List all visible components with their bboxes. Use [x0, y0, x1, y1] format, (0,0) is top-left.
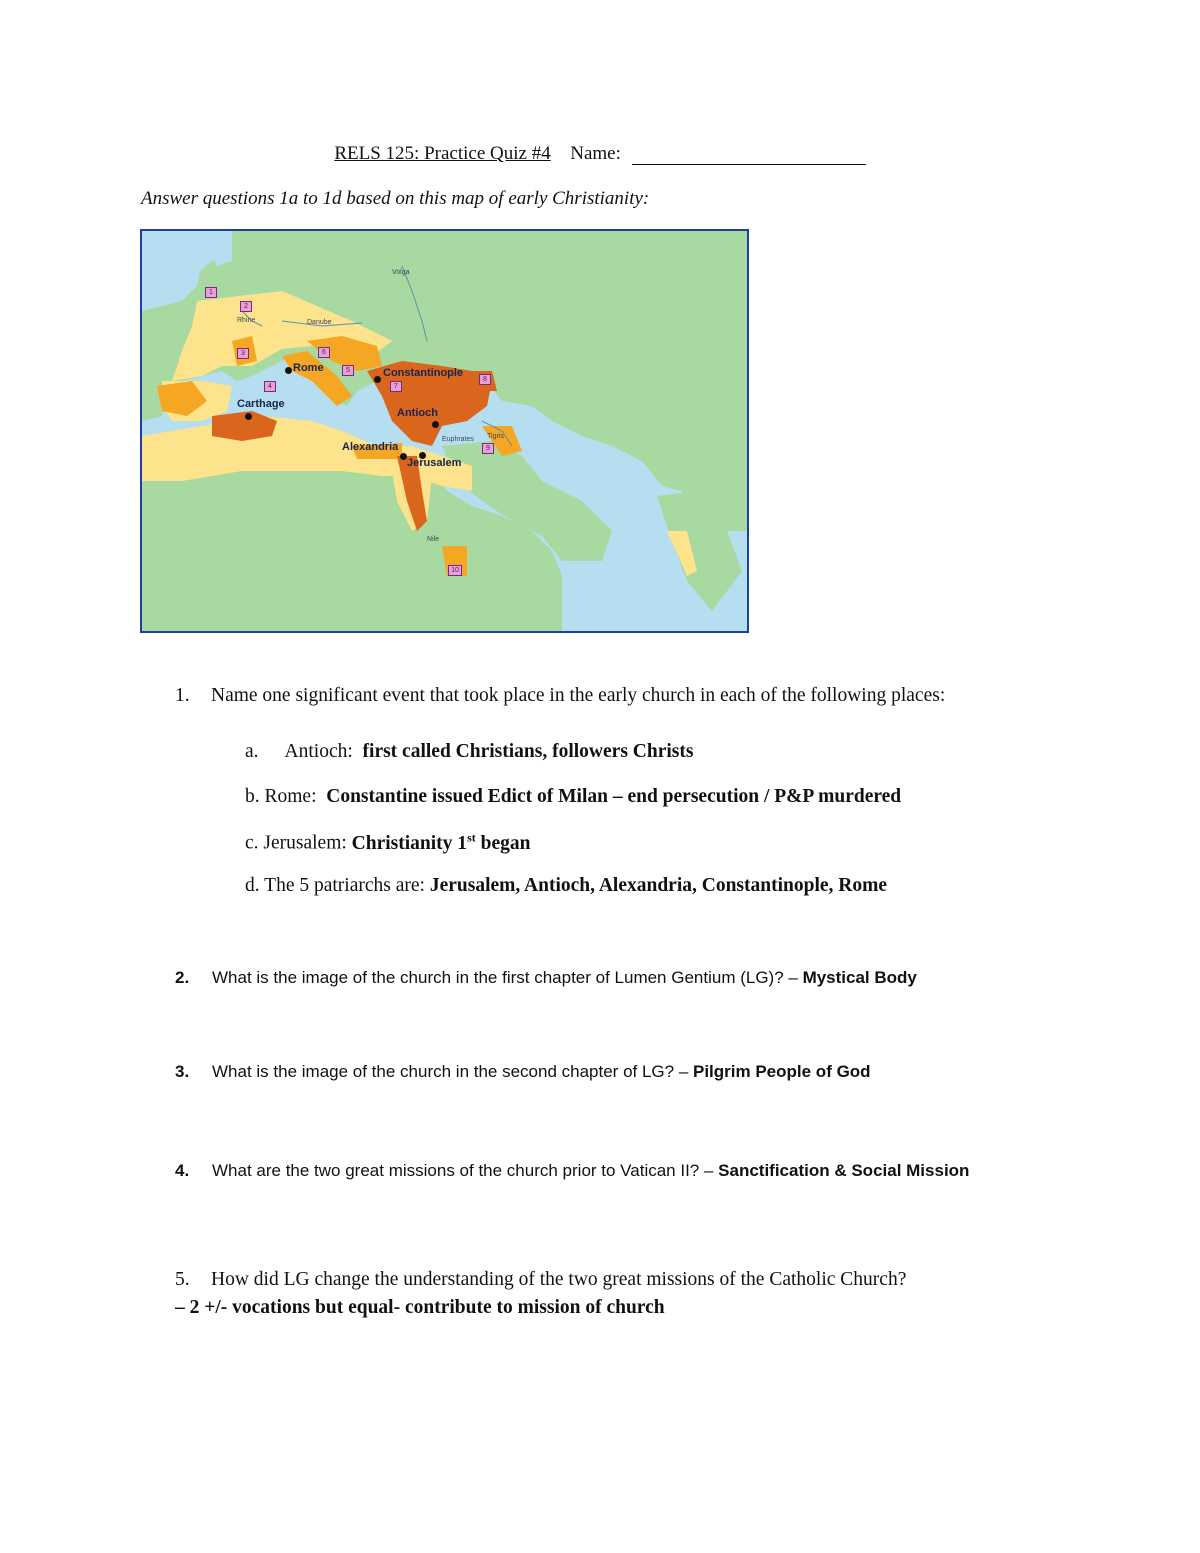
map-label-carthage: Carthage — [237, 398, 285, 410]
map-label-antioch: Antioch — [397, 407, 438, 419]
question-3 — [175, 1056, 1025, 1087]
question-5 — [175, 1266, 1075, 1322]
map-label-jerusalem: Jerusalem — [407, 457, 462, 469]
alexandria-dot — [400, 453, 407, 460]
question-4-number: 4. — [175, 1161, 190, 1180]
region-badge-6: 6 — [318, 347, 330, 358]
antioch-dot — [432, 421, 439, 428]
question-1b-label: b. — [245, 786, 260, 807]
question-1c-answer-post: began — [475, 832, 531, 854]
region-badge-4: 4 — [264, 381, 276, 392]
question-1d — [245, 875, 887, 897]
question-4-text: What are the two great missions of the church prior to Vatican II? – — [212, 1161, 719, 1180]
question-5-answer: – 2 +/- vocations but equal- contribute to mission of church — [175, 1297, 665, 1318]
region-badge-7: 7 — [390, 381, 402, 392]
question-3-answer: Pilgrim People of God — [693, 1062, 871, 1081]
question-1b-place: Rome: — [264, 786, 317, 807]
question-1d-answer: Jerusalem, Antioch, Alexandria, Constantinople, Rome — [429, 875, 888, 896]
map-label-volga: Volga — [392, 269, 410, 276]
name-label: Name: — [570, 143, 621, 164]
instructions: Answer questions 1a to 1d based on this map of early Christianity: — [141, 188, 650, 209]
question-3-text: What is the image of the church in the second chapter of LG? – — [212, 1062, 693, 1081]
question-3-number: 3. — [175, 1062, 190, 1081]
question-1c-answer-pre: Christianity 1 — [351, 832, 468, 854]
region-badge-2: 2 — [240, 301, 252, 312]
question-1c-answer-sup: st — [467, 830, 476, 844]
question-1a — [245, 741, 693, 763]
question-2 — [175, 962, 1025, 993]
question-2-answer: Mystical Body — [802, 968, 917, 987]
question-2-number: 2. — [175, 968, 190, 987]
question-5-number: 5. — [175, 1269, 190, 1290]
question-1 — [175, 682, 1055, 710]
region-badge-5: 5 — [342, 365, 354, 376]
name-blank-line[interactable] — [632, 146, 866, 165]
question-1d-label: d. — [245, 875, 260, 896]
map-label-tigris: Tigris — [487, 433, 504, 440]
question-2-text: What is the image of the church in the first chapter of Lumen Gentium (LG)? – — [212, 968, 803, 987]
question-1-text: Name one significant event that took place in the early church in each of the following places: — [211, 685, 946, 706]
quiz-title: RELS 125: Practice Quiz #4 — [334, 143, 551, 164]
question-1b — [245, 786, 901, 808]
page-title — [0, 143, 1200, 165]
carthage-dot — [245, 413, 252, 420]
question-4-answer: Sanctification & Social Mission — [718, 1161, 970, 1180]
question-1c-place: Jerusalem: — [263, 832, 347, 854]
question-1a-label: a. — [245, 741, 259, 762]
map-label-rhine: Rhine — [237, 317, 256, 324]
region-badge-8: 8 — [479, 374, 491, 385]
constantinople-dot — [374, 376, 381, 383]
map-label-constantinople: Constantinople — [383, 367, 464, 379]
question-1a-place: Antioch: — [284, 741, 353, 762]
question-5-text: How did LG change the understanding of the two great missions of the Catholic Church? — [211, 1269, 907, 1290]
question-1c-label: c. — [245, 832, 259, 854]
question-1c — [245, 830, 530, 855]
map-label-euphrates: Euphrates — [442, 436, 474, 443]
region-badge-10: 10 — [448, 565, 462, 576]
question-4 — [175, 1155, 1005, 1186]
question-1b-answer: Constantine issued Edict of Milan – end persecution / P&P murdered — [326, 786, 902, 807]
map-label-alexandria: Alexandria — [342, 441, 399, 453]
region-badge-9: 9 — [482, 443, 494, 454]
map-label-danube: Danube — [307, 319, 332, 326]
map-label-nile: Nile — [427, 536, 440, 543]
question-1a-answer: first called Christians, followers Christs — [362, 741, 694, 762]
question-1d-place: The 5 patriarchs are: — [264, 875, 425, 896]
question-1-number: 1. — [175, 685, 190, 706]
rome-dot — [285, 367, 292, 374]
map-label-rome: Rome — [293, 362, 324, 374]
region-badge-1: 1 — [205, 287, 217, 298]
region-badge-3: 3 — [237, 348, 249, 359]
early-christianity-map — [140, 229, 749, 633]
map-drawing — [142, 231, 747, 631]
